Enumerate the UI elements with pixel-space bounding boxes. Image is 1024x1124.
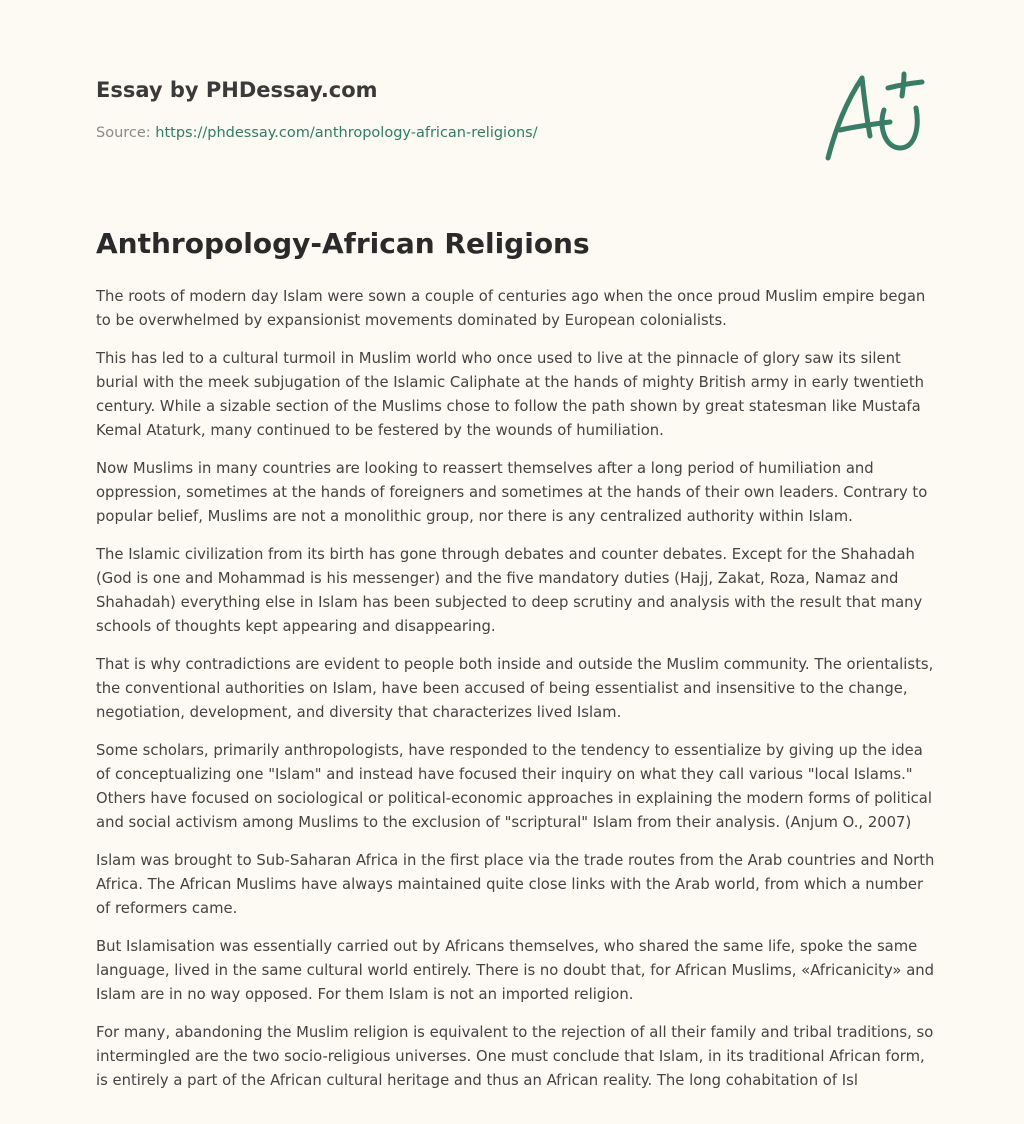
article-paragraph: The Islamic civilization from its birth has gone through debates and counter debates. Except for the Shahadah (God is one and Mohammad is his messenger) and the five mandatory duties (Hajj, Zakat, Roza, Namaz and Shahadah) everything else in Islam has been subjected to deep scrutiny and analysis with the result that many schools of thoughts kept appearing and disappearing.	[96, 546, 923, 635]
a-plus-logo-icon	[818, 66, 930, 166]
site-title: Essay by PHDessay.com	[96, 78, 378, 102]
article-paragraph: The roots of modern day Islam were sown a couple of centuries ago when the once proud Muslim empire began to be overwhelmed by expansionist movements dominated by European colonialists.	[96, 288, 926, 329]
article-paragraph: Islam was brought to Sub-Saharan Africa in the first place via the trade routes from the Arab countries and North Africa. The African Muslims have always maintained quite close links with the Arab world, from which a number of reformers came.	[96, 852, 935, 917]
source-line	[96, 123, 656, 143]
article-paragraph: For many, abandoning the Muslim religion is equivalent to the rejection of all their family and tribal traditions, so intermingled are the two socio-religious universes. One must conclude that Islam, in its traditional African form, is entirely a part of the African cultural heritage and thus an African reality. The long cohabitation of Isl	[96, 1024, 934, 1089]
article-paragraph: Some scholars, primarily anthropologists, have responded to the tendency to essentialize by giving up the idea of conceptualizing one "Islam" and instead have focused their inquiry on what they call various "local Islams." Others have focused on sociological or political-economic approaches in explaining the modern forms of political and social activism among Muslims to the exclusion of "scriptural" Islam from their analysis. (Anjum O., 2007)	[96, 742, 932, 831]
essay-header	[96, 76, 656, 143]
article-paragraph: But Islamisation was essentially carried out by Africans themselves, who shared the same life, spoke the same language, lived in the same cultural world entirely. There is no doubt that, for African Muslims, «Africanicity» and Islam are in no way opposed. For them Islam is not an imported religion.	[96, 938, 935, 1003]
article-paragraph: This has led to a cultural turmoil in Muslim world who once used to live at the pinnacle of glory saw its silent burial with the meek subjugation of the Islamic Caliphate at the hands of mighty British army in early twentieth century. While a sizable section of the Muslims chose to follow the path shown by great statesman like Mustafa Kemal Ataturk, many continued to be festered by the wounds of humiliation.	[96, 350, 925, 439]
article-paragraph: That is why contradictions are evident to people both inside and outside the Muslim community. The orientalists, the conventional authorities on Islam, have been accused of being essentialist and insensitive to the change, negotiation, development, and diversity that characterizes lived Islam.	[96, 656, 934, 721]
article-body	[96, 285, 936, 1107]
article-title: Anthropology-African Religions	[96, 227, 590, 260]
article-paragraph: Now Muslims in many countries are looking to reassert themselves after a long period of humiliation and oppression, sometimes at the hands of foreigners and sometimes at the hands of their own leaders. Contrary to popular belief, Muslims are not a monolithic group, nor there is any centralized authority within Islam.	[96, 460, 928, 525]
source-link[interactable]: https://phdessay.com/anthropology-african-religions/	[155, 125, 538, 141]
source-label: Source:	[96, 125, 156, 141]
